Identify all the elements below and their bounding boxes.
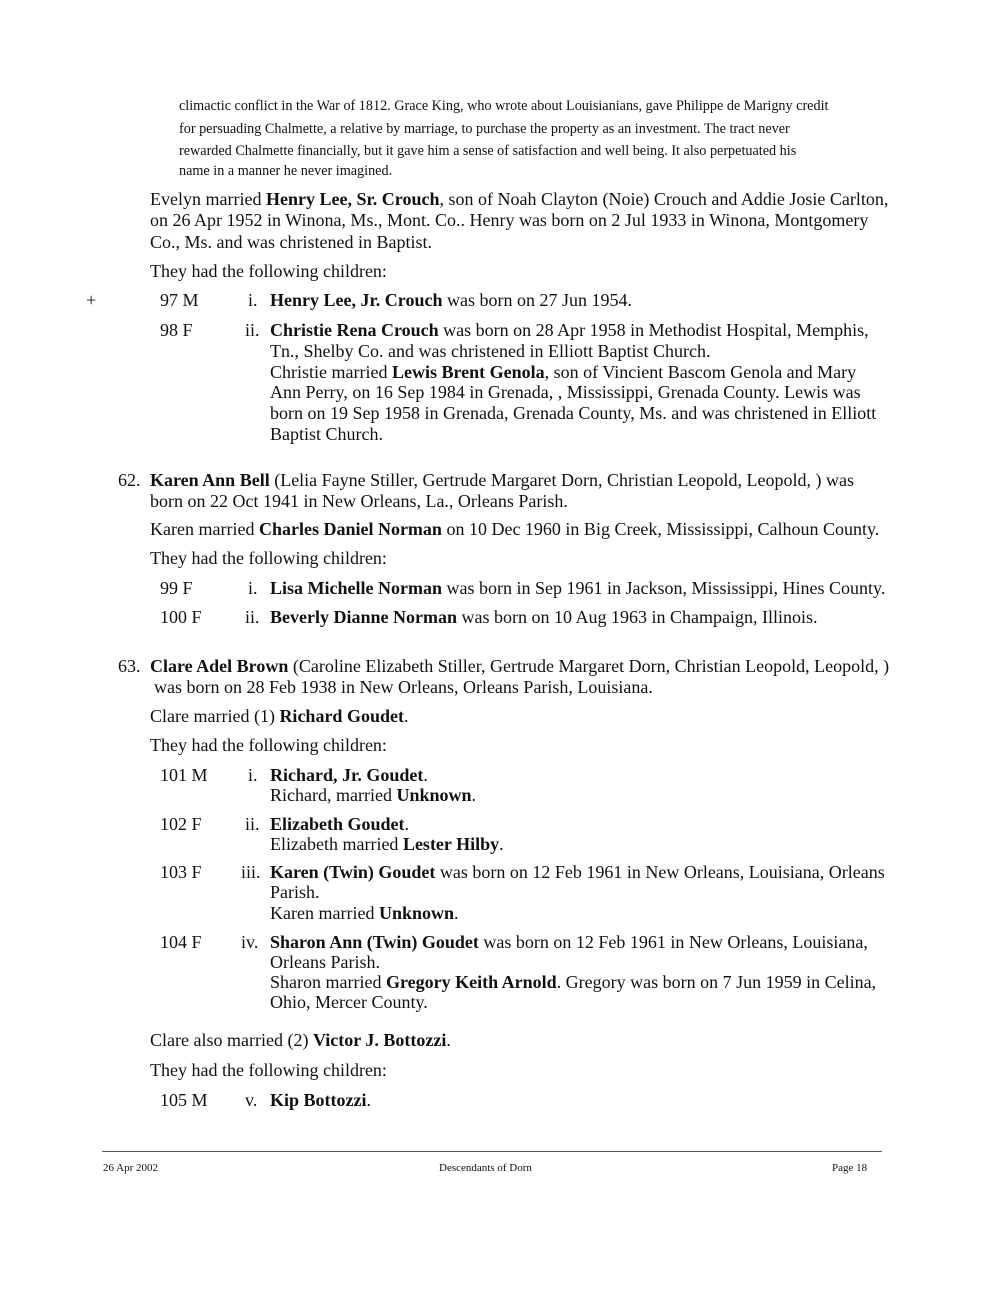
text: (Caroline Elizabeth Stiller, Gertrude Margaret Dorn, Christian Leopold, Leopold, ) — [288, 656, 890, 676]
spouse-name: Lewis Brent Genola — [391, 362, 545, 382]
child-line — [270, 578, 885, 599]
text: . — [403, 706, 409, 726]
child-line — [270, 607, 817, 628]
spouse-name: Unknown — [378, 903, 454, 923]
footer-rule — [102, 1151, 882, 1152]
text: was born on 10 Aug 1963 in Champaign, Illinois. — [456, 607, 818, 627]
text: . Gregory was born on 7 Jun 1959 in Celina, — [556, 972, 877, 992]
marriage-line — [270, 785, 476, 806]
marriage-line — [270, 903, 459, 924]
text: . — [366, 1090, 371, 1110]
text: . — [404, 814, 410, 834]
text: on 10 Dec 1960 in Big Creek, Mississippi, Calhoun County. — [441, 519, 880, 539]
entry-heading — [150, 656, 889, 677]
text-line: Orleans Parish. — [270, 952, 380, 972]
marriage-line — [150, 519, 879, 540]
text: , son of Vincient Bascom Genola and Mary — [544, 362, 857, 382]
text-line: Parish. — [270, 882, 320, 902]
child-number: 98 F — [160, 320, 193, 340]
child-number: 104 F — [160, 932, 202, 952]
child-line — [270, 765, 428, 786]
children-heading: They had the following children: — [150, 735, 387, 755]
note-line: name in a manner he never imagined. — [179, 163, 393, 179]
marriage-line — [150, 189, 888, 210]
child-number: 100 F — [160, 607, 202, 627]
text-line: on 26 Apr 1952 in Winona, Ms., Mont. Co.. Henry was born on 2 Jul 1933 in Winona, Montgomery — [150, 210, 869, 230]
text-line: Ohio, Mercer County. — [270, 992, 428, 1012]
child-line — [270, 862, 885, 883]
text: Christie married — [270, 362, 392, 382]
marriage-line — [150, 1030, 451, 1051]
child-roman: iv. — [241, 932, 259, 952]
text: was born on 12 Feb 1961 in New Orleans, Louisiana, — [478, 932, 868, 952]
spouse-name: Unknown — [396, 785, 472, 805]
entry-number: 63. — [118, 656, 141, 676]
child-number: 97 M — [160, 290, 199, 310]
text: Richard, married — [270, 785, 397, 805]
text: . — [423, 765, 428, 785]
footer-date: 26 Apr 2002 — [103, 1162, 158, 1174]
text: Clare married (1) — [150, 706, 280, 726]
text-line: was born on 28 Feb 1938 in New Orleans, Orleans Parish, Louisiana. — [154, 677, 653, 697]
child-name: Christie Rena Crouch — [270, 320, 439, 340]
text: Karen married — [150, 519, 259, 539]
child-number: 101 M — [160, 765, 208, 785]
text-line: Co., Ms. and was christened in Baptist. — [150, 232, 432, 252]
child-line — [270, 290, 632, 311]
spouse-name: Lester Hilby — [402, 834, 500, 854]
text: , son of Noah Clayton (Noie) Crouch and Addie Josie Carlton, — [439, 189, 889, 209]
spouse-name: Victor J. Bottozzi — [312, 1030, 447, 1050]
text: . — [471, 785, 476, 805]
marriage-line — [270, 834, 504, 855]
text: Karen married — [270, 903, 379, 923]
text: Clare also married (2) — [150, 1030, 313, 1050]
child-line — [270, 814, 409, 835]
child-number: 103 F — [160, 862, 202, 882]
text: Elizabeth married — [270, 834, 403, 854]
child-roman: ii. — [245, 607, 260, 627]
text: was born in Sep 1961 in Jackson, Mississippi, Hines County. — [441, 578, 886, 598]
note-line: for persuading Chalmette, a relative by marriage, to purchase the property as an investment. The tract never — [179, 121, 790, 137]
child-name: Henry Lee, Jr. Crouch — [270, 290, 443, 310]
entry-number: 62. — [118, 470, 141, 490]
note-line: climactic conflict in the War of 1812. Grace King, who wrote about Louisianians, gave Philippe de Marigny credit — [179, 98, 829, 114]
note-line: rewarded Chalmette financially, but it gave him a sense of satisfaction and well being. It also perpetuated his — [179, 143, 797, 159]
text: . — [499, 834, 504, 854]
child-roman: iii. — [241, 862, 261, 882]
child-number: 102 F — [160, 814, 202, 834]
marriage-line — [270, 972, 876, 993]
child-name: Elizabeth Goudet — [270, 814, 405, 834]
child-roman: i. — [248, 290, 258, 310]
children-heading: They had the following children: — [150, 261, 387, 281]
entry-heading — [150, 470, 854, 491]
text-line: born on 19 Sep 1958 in Grenada, Grenada County, Ms. and was christened in Elliott — [270, 403, 877, 423]
footer-title: Descendants of Dorn — [439, 1162, 532, 1174]
child-number: 99 F — [160, 578, 193, 598]
spouse-name: Richard Goudet — [279, 706, 404, 726]
marriage-line — [150, 706, 408, 727]
child-roman: ii. — [245, 814, 260, 834]
child-name: Kip Bottozzi — [270, 1090, 367, 1110]
marriage-line — [270, 362, 856, 383]
text-line: Ann Perry, on 16 Sep 1984 in Grenada, , Mississippi, Grenada County. Lewis was — [270, 382, 861, 402]
child-name: Karen (Twin) Goudet — [270, 862, 436, 882]
text: . — [454, 903, 459, 923]
text: was born on 27 Jun 1954. — [442, 290, 632, 310]
child-name: Beverly Dianne Norman — [270, 607, 457, 627]
spouse-name: Henry Lee, Sr. Crouch — [265, 189, 440, 209]
child-roman: i. — [248, 578, 258, 598]
child-name: Lisa Michelle Norman — [270, 578, 442, 598]
children-heading: They had the following children: — [150, 1060, 387, 1080]
text-line: Tn., Shelby Co. and was christened in Elliott Baptist Church. — [270, 341, 711, 361]
spouse-name: Gregory Keith Arnold — [385, 972, 557, 992]
child-roman: v. — [245, 1090, 258, 1110]
text: (Lelia Fayne Stiller, Gertrude Margaret Dorn, Christian Leopold, Leopold, ) was — [269, 470, 854, 490]
child-number: 105 M — [160, 1090, 208, 1110]
text: . — [446, 1030, 451, 1050]
spouse-name: Charles Daniel Norman — [258, 519, 442, 539]
child-line — [270, 320, 869, 341]
child-line — [270, 932, 868, 953]
text: was born on 12 Feb 1961 in New Orleans, Louisiana, Orleans — [435, 862, 885, 882]
text: Sharon married — [270, 972, 386, 992]
has-descendants-mark: + — [86, 290, 97, 310]
footer-page: Page 18 — [832, 1162, 868, 1174]
child-roman: ii. — [245, 320, 260, 340]
children-heading: They had the following children: — [150, 548, 387, 568]
child-name: Sharon Ann (Twin) Goudet — [270, 932, 479, 952]
text-line: born on 22 Oct 1941 in New Orleans, La., Orleans Parish. — [150, 491, 568, 511]
child-roman: i. — [248, 765, 258, 785]
child-line — [270, 1090, 371, 1111]
person-name: Clare Adel Brown — [150, 656, 289, 676]
person-name: Karen Ann Bell — [150, 470, 270, 490]
text: Evelyn married — [150, 189, 266, 209]
text: was born on 28 Apr 1958 in Methodist Hospital, Memphis, — [438, 320, 869, 340]
child-name: Richard, Jr. Goudet — [270, 765, 424, 785]
text-line: Baptist Church. — [270, 424, 383, 444]
